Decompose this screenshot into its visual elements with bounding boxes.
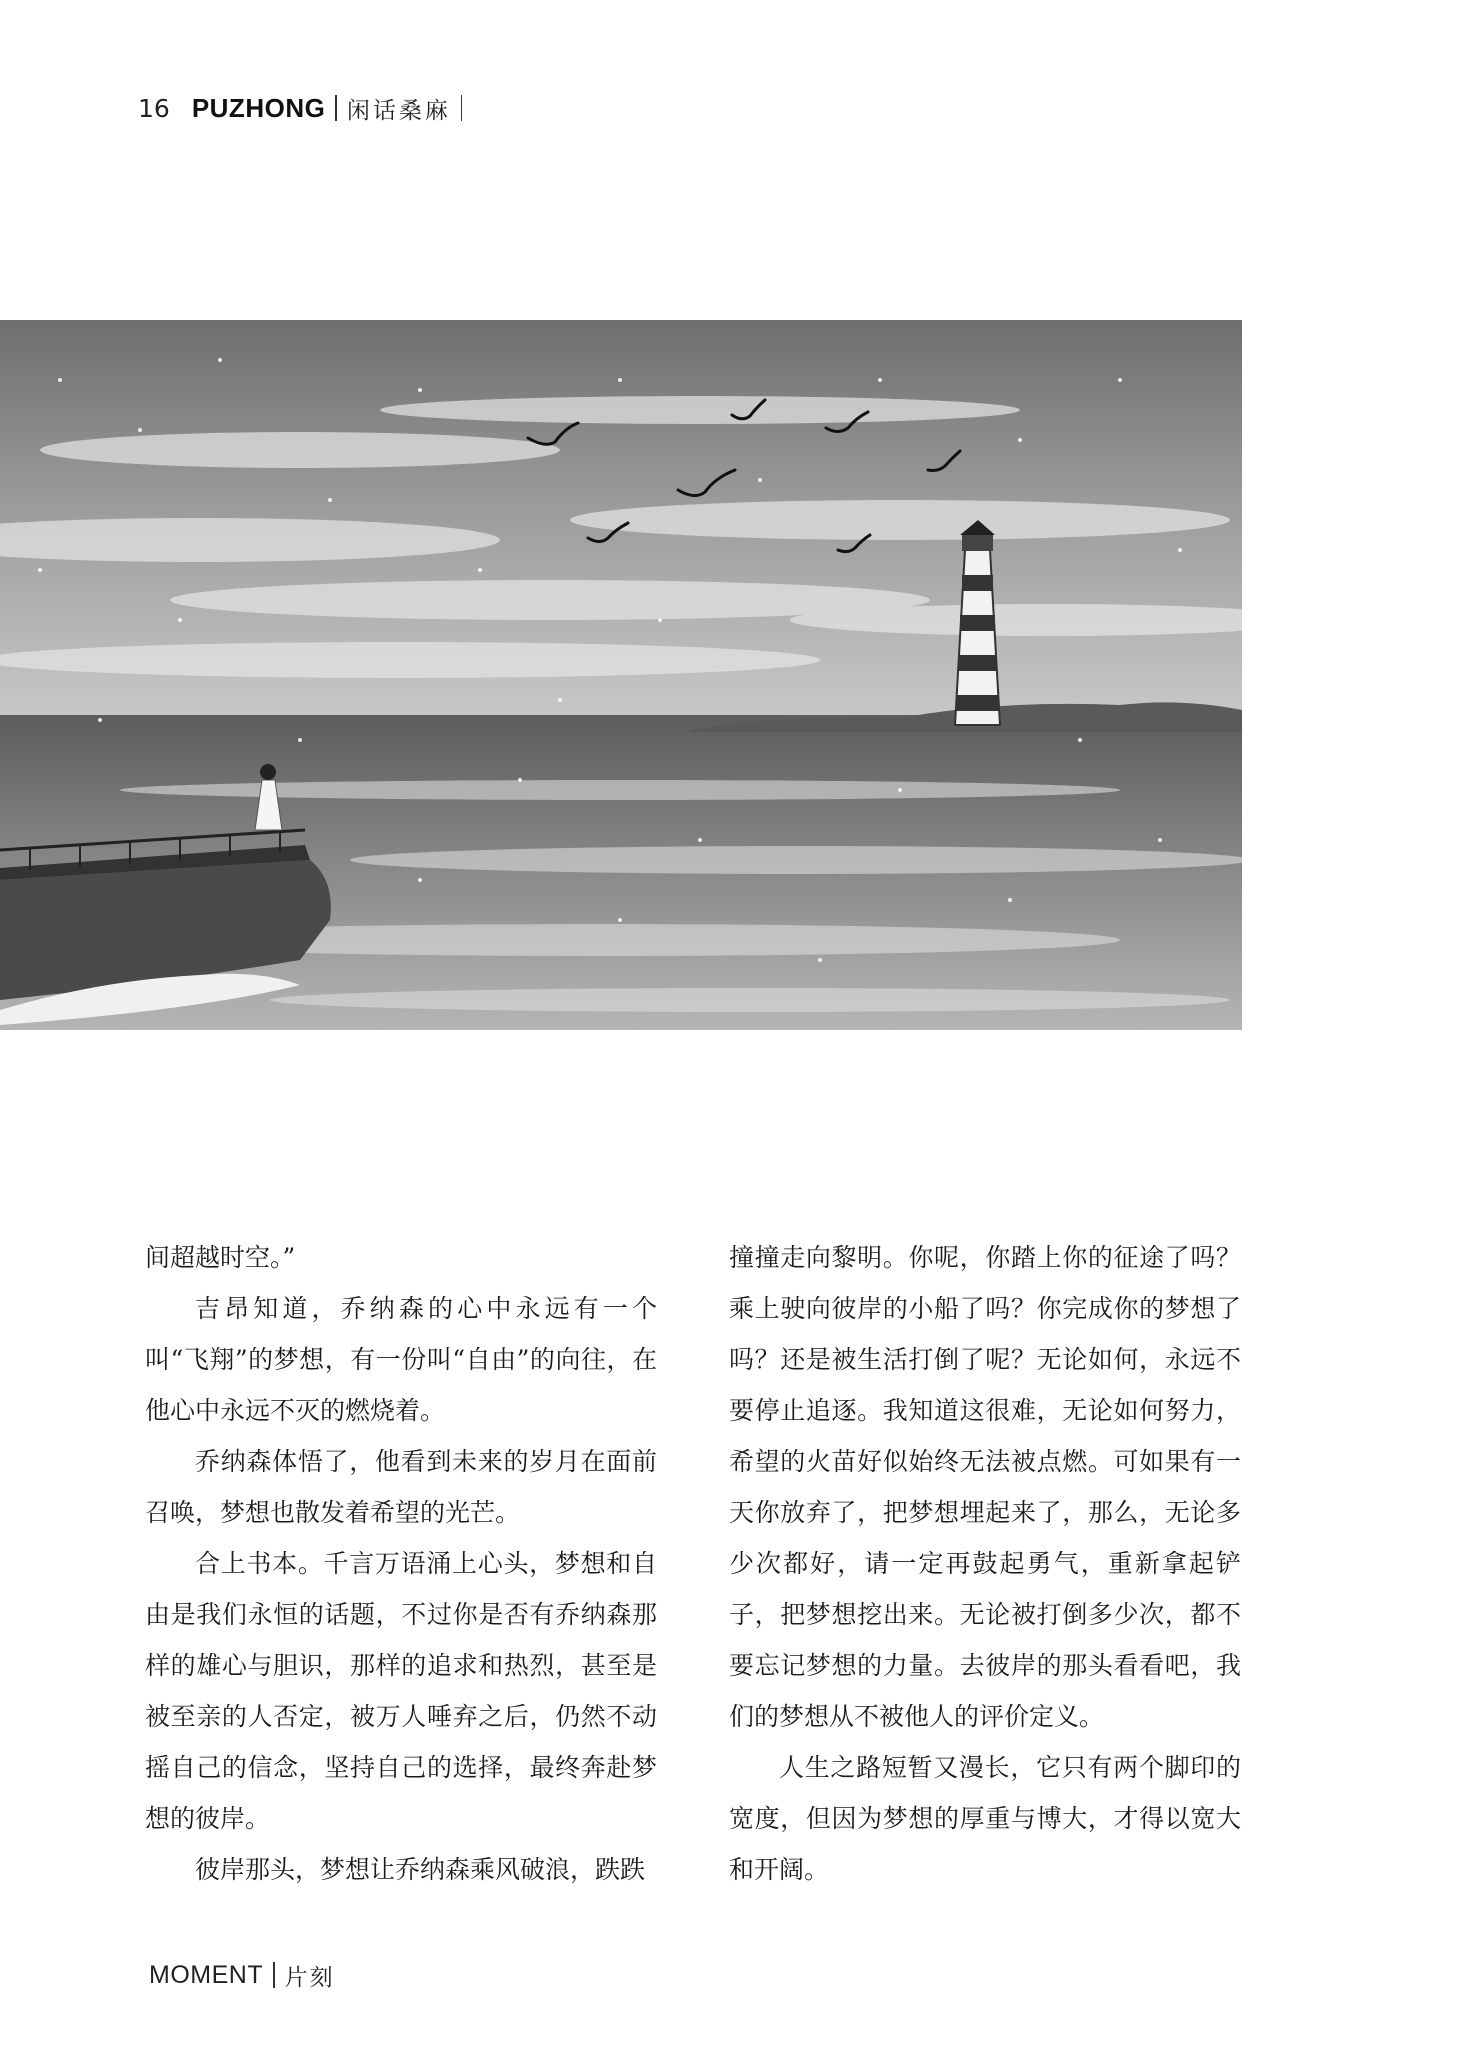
paragraph: 彼岸那头，梦想让乔纳森乘风破浪，跌跌 — [195, 1855, 646, 1884]
paragraph: 吉昂知道，乔纳森的心中永远有一个叫“飞翔”的梦想，有一份叫“自由”的向往，在他心中永远不灭的燃烧着。 — [145, 1294, 657, 1425]
column-name: 闲话桑麻 — [346, 97, 451, 124]
article-right-column — [729, 1232, 1241, 1895]
lighthouse-seascape-illustration — [0, 320, 1242, 1030]
article-left-column — [145, 1232, 657, 1895]
footer-divider — [273, 1962, 275, 1988]
page-header — [138, 88, 472, 128]
paragraph: 合上书本。千言万语涌上心头，梦想和自由是我们永恒的话题，不过你是否有乔纳森那样的雄心与胆识，那样的追求和热烈，甚至是被至亲的人否定，被万人唾弃之后，仍然不动摇自己的信念，坚持自己的选择，最终奔赴梦想的彼岸。 — [145, 1549, 657, 1833]
footer-section-chinese: 片刻 — [284, 1964, 335, 1991]
page-footer — [149, 1955, 335, 1995]
footer-section-english: MOMENT — [149, 1960, 264, 1989]
header-divider-end — [461, 95, 463, 121]
page-number: 16 — [138, 93, 170, 123]
paragraph: 乔纳森体悟了，他看到未来的岁月在面前召唤，梦想也散发着希望的光芒。 — [145, 1447, 657, 1527]
header-divider — [335, 95, 337, 121]
paragraph: 撞撞走向黎明。你呢，你踏上你的征途了吗？乘上驶向彼岸的小船了吗？你完成你的梦想了吗？还是被生活打倒了呢？无论如何，永远不要停止追逐。我知道这很难，无论如何努力，希望的火苗好似始终无法被点燃。可如果有一天你放弃了，把梦想埋起来了，那么，无论多少次都好，请一定再鼓起勇气，重新拿起铲子，把梦想挖出来。无论被打倒多少次，都不要忘记梦想的力量。去彼岸的那头看看吧，我们的梦想从不被他人的评价定义。 — [729, 1243, 1241, 1731]
paragraph: 人生之路短暂又漫长，它只有两个脚印的宽度，但因为梦想的厚重与博大，才得以宽大和开阔。 — [729, 1753, 1241, 1884]
magazine-name: PUZHONG — [191, 92, 326, 123]
paragraph: 间超越时空。” — [145, 1243, 296, 1272]
